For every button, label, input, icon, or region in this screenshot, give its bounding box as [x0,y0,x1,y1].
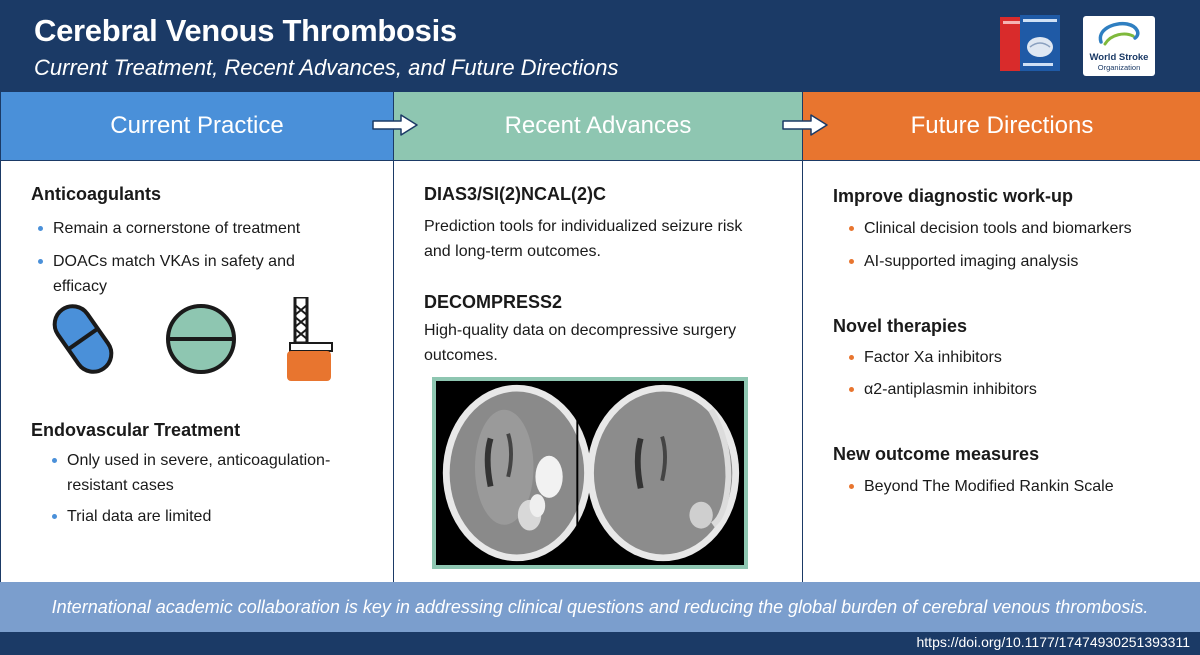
list-item: α2-antiplasmin inhibitors [864,377,1037,402]
future-directions-heading: Future Directions [803,92,1200,160]
decompress2-text: High-quality data on decompressive surgery [424,322,737,339]
decompress2-title: DECOMPRESS2 [424,292,563,312]
diagnostic-title: Improve diagnostic work-up [833,186,1074,206]
wso-swirl-icon [1095,20,1143,50]
list-item: AI-supported imaging analysis [864,249,1078,274]
dias3-title: DIAS3/SI(2)NCAL(2)C [424,184,607,204]
recent-advances-column [394,160,802,582]
anticoagulants-title: Anticoagulants [31,184,162,204]
list-item: Beyond The Modified Rankin Scale [864,474,1114,499]
capsule-icon [48,299,119,379]
dias3-text: and long-term outcomes. [424,243,601,260]
list-item: Factor Xa inhibitors [864,345,1002,370]
page-subtitle: Current Treatment, Recent Advances, and Future Directions [34,55,619,80]
header [0,0,1200,92]
footer-text: International academic collaboration is key in addressing clinical questions and reducing the global burden of cerebral venous thrombosis. [51,596,1149,617]
syringe-vial-icon [287,297,332,381]
outcome-measures-title: New outcome measures [833,444,1040,464]
list-item: DOACs match VKAs in safety and [53,249,295,274]
ct-scan-image [432,377,748,569]
medication-icons [41,297,351,387]
arrow-right-icon [781,113,829,137]
list-item: Clinical decision tools and biomarkers [864,216,1132,241]
world-stroke-organization-logo [1083,16,1155,76]
novel-therapies-title: Novel therapies [833,316,968,336]
list-item: Remain a cornerstone of treatment [53,216,300,241]
list-item-continuation: efficacy [53,278,107,295]
footer-banner [0,582,1200,632]
tablet-icon [168,306,234,372]
list-item: Only used in severe, anticoagulation- [67,448,330,473]
future-directions-column [803,160,1200,582]
doi-link[interactable]: https://doi.org/10.1177/17474930251393311 [916,634,1190,650]
list-item: Trial data are limited [67,504,211,529]
wso-name-line2: Organization [1097,63,1141,72]
recent-advances-heading: Recent Advances [394,92,802,160]
dias3-text: Prediction tools for individualized seizure risk [424,218,743,235]
page-title: Cerebral Venous Thrombosis [34,13,457,48]
decompress2-text: outcomes. [424,347,498,364]
list-item-continuation: resistant cases [67,477,174,494]
wso-name-line1: World Stroke [1089,52,1149,63]
current-practice-heading: Current Practice [1,92,393,160]
endovascular-title: Endovascular Treatment [31,420,241,440]
arrow-right-icon [371,113,419,137]
current-practice-column [1,160,393,582]
journal-covers-logo [1000,15,1060,73]
columns-panel [0,92,1200,582]
